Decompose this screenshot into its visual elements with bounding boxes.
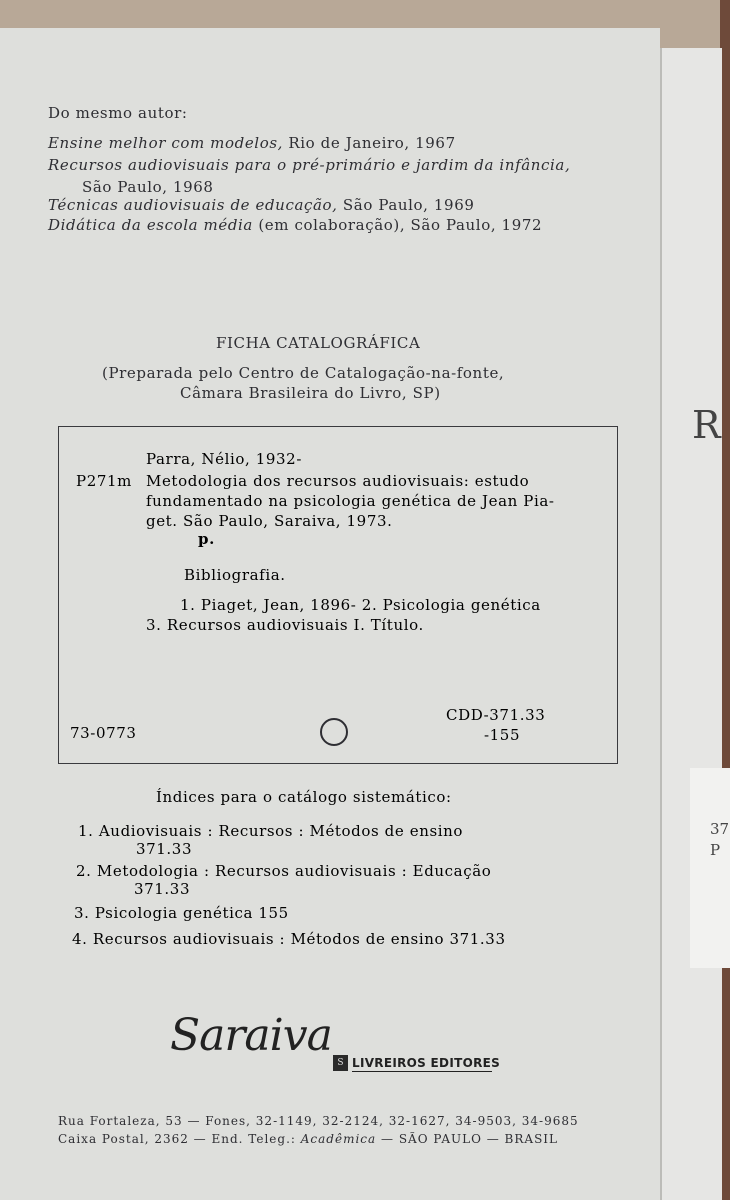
next-page-label-strip bbox=[690, 768, 730, 968]
next-page-edge bbox=[660, 48, 730, 1200]
index-item-1: 1. Audiovisuais : Recursos : Métodos de ensino bbox=[78, 822, 464, 840]
card-cdd: CDD-371.33 bbox=[446, 706, 546, 724]
card-title-line-3: get. São Paulo, Saraiva, 1973. bbox=[146, 512, 393, 530]
card-subjects-line-1: 1. Piaget, Jean, 1896- 2. Psicologia genética bbox=[180, 596, 541, 614]
work-1: Ensine melhor com modelos, Rio de Janeiro, 1967 bbox=[48, 134, 456, 152]
work-3: Técnicas audiovisuais de educação, São Paulo, 1969 bbox=[48, 196, 475, 214]
index-item-3: 3. Psicologia genética 155 bbox=[74, 904, 289, 922]
index-item-2: 2. Metodologia : Recursos audiovisuais : Educação bbox=[76, 862, 492, 880]
work-2-place: São Paulo, 1968 bbox=[82, 178, 214, 196]
card-call-number: P271m bbox=[76, 472, 132, 490]
index-item-4: 4. Recursos audiovisuais : Métodos de ensino 371.33 bbox=[72, 930, 506, 948]
same-author-heading: Do mesmo autor: bbox=[48, 104, 188, 122]
next-page-fragment-2: P bbox=[710, 841, 721, 859]
publisher-address-line-1: Rua Fortaleza, 53 — Fones, 32-1149, 32-2124, 32-1627, 34-9503, 34-9685 bbox=[58, 1114, 579, 1128]
ficha-prepared-line-2: Câmara Brasileira do Livro, SP) bbox=[180, 384, 441, 402]
card-pages: p. bbox=[198, 530, 215, 548]
ficha-heading: FICHA CATALOGRÁFICA bbox=[216, 334, 421, 352]
tagline-underline bbox=[352, 1071, 492, 1072]
card-cdd-2: -155 bbox=[484, 726, 521, 744]
index-item-1-code: 371.33 bbox=[136, 840, 193, 858]
publisher-address-line-2: Caixa Postal, 2362 — End. Teleg.: Acadêmica — SÃO PAULO — BRASIL bbox=[58, 1132, 558, 1146]
card-title-line-1: Metodologia dos recursos audiovisuais: estudo bbox=[146, 472, 530, 490]
card-control-number: 73-0773 bbox=[70, 724, 137, 742]
card-hole-circle-icon bbox=[320, 718, 348, 746]
saraiva-emblem-icon: S bbox=[333, 1055, 348, 1071]
saraiva-logo: Saraiva bbox=[170, 1010, 332, 1061]
publisher-tagline: LIVREIROS EDITORES bbox=[352, 1056, 501, 1070]
indexes-heading: Índices para o catálogo sistemático: bbox=[156, 788, 452, 806]
card-subjects-line-2: 3. Recursos audiovisuais I. Título. bbox=[146, 616, 424, 634]
card-bibliography: Bibliografia. bbox=[184, 566, 286, 584]
ficha-prepared-line-1: (Preparada pelo Centro de Catalogação-na-fonte, bbox=[102, 364, 505, 382]
card-author: Parra, Nélio, 1932- bbox=[146, 450, 302, 468]
next-page-initial: R bbox=[692, 403, 721, 447]
index-item-2-code: 371.33 bbox=[134, 880, 191, 898]
card-title-line-2: fundamentado na psicologia genética de Jean Pia- bbox=[146, 492, 555, 510]
work-4: Didática da escola média (em colaboração), São Paulo, 1972 bbox=[48, 216, 543, 234]
next-page-fragment-1: 37 bbox=[710, 820, 730, 838]
work-2: Recursos audiovisuais para o pré-primário e jardim da infância, bbox=[48, 156, 571, 174]
